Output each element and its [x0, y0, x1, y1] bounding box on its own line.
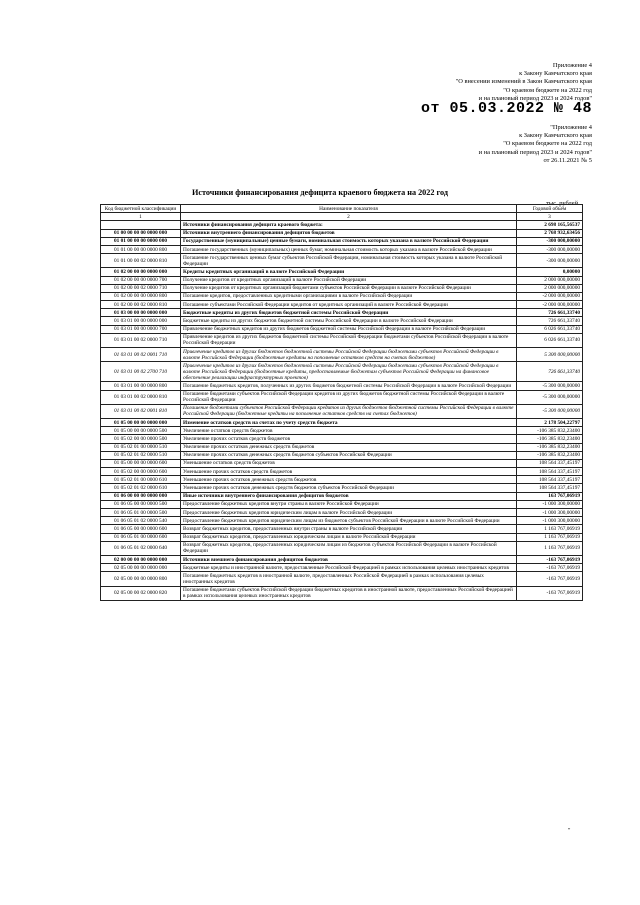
table-row — [101, 268, 583, 276]
row-amount: 726 661,33740 — [517, 317, 583, 325]
row-code: 01 02 00 00 00 0000 000 — [101, 268, 181, 276]
table-row — [101, 517, 583, 525]
page-mark: " — [568, 828, 571, 834]
table-row — [101, 254, 583, 268]
row-amount: 2 768 932,63456 — [517, 229, 583, 237]
row-amount: 726 661,33740 — [517, 362, 583, 382]
header-line: "О внесении изменений в Закон Камчатского края — [455, 78, 592, 86]
row-name: Кредиты кредитных организаций в валюте Российской Федерации — [181, 268, 517, 276]
row-name: Иные источники внутреннего финансирования дефицитов бюджетов — [181, 492, 517, 500]
row-amount: 0,00000 — [517, 268, 583, 276]
table-row — [101, 451, 583, 459]
row-amount: -1 000 300,00000 — [517, 509, 583, 517]
row-amount: -163 767,06919 — [517, 564, 583, 572]
row-code: 02 00 00 00 00 0000 000 — [101, 555, 181, 563]
table-row — [101, 245, 583, 253]
row-code: 01 06 05 01 02 0000 540 — [101, 517, 181, 525]
row-name: Увеличение прочих остатков средств бюджетов — [181, 435, 517, 443]
row-amount: -300 000,00000 — [517, 245, 583, 253]
row-name: Бюджетные кредиты из других бюджетов бюджетной системы Российской Федерации в валюте Российской Федерации — [181, 317, 517, 325]
row-name: Предоставление бюджетных кредитов юридическим лицам из бюджетов субъектов Российской Федерации в валюте Российской Федерации — [181, 517, 517, 525]
table-row — [101, 292, 583, 300]
row-code: 01 03 01 00 02 0000 810 — [101, 390, 181, 404]
row-name: Предоставление бюджетных кредитов юридическим лицам в валюте Российской Федерации — [181, 509, 517, 517]
row-name: Получение кредитов от кредитных организаций бюджетами субъектов Российской Федерации в валюте Российской Федерации — [181, 284, 517, 292]
header-line: Приложение 4 — [552, 62, 592, 69]
row-name: Изменение остатков средств на счетах по учету средств бюджета — [181, 418, 517, 426]
row-amount: 2 178 504,22797 — [517, 418, 583, 426]
row-name: Погашение бюджетами субъектов Российской Федерации бюджетных кредитов в иностранной валюте, предоставленных Российской Федерацией в рамках использования целевых иностранных кредитов — [181, 586, 517, 600]
row-amount: 1 163 767,06919 — [517, 533, 583, 541]
header-line: и на плановый период 2023 и 2024 годов" — [478, 148, 592, 156]
row-code: 01 06 05 01 02 0000 640 — [101, 541, 181, 555]
row-code: 01 06 00 00 00 0000 000 — [101, 492, 181, 500]
table-row — [101, 404, 583, 418]
row-amount: -2 000 000,00000 — [517, 292, 583, 300]
row-code: 01 03 01 00 02 0001 710 — [101, 348, 181, 362]
row-amount: 108 564 337,45197 — [517, 459, 583, 467]
header-line: "О краевом бюджете на 2022 год — [503, 140, 592, 148]
row-code: 01 01 00 00 02 0000 810 — [101, 254, 181, 268]
row-name: Привлечение кредитов из других бюджетов бюджетной системы Российской Федерации бюджетами субъектов Российской Федерации в валюте Российской Федерации (бюджетные кредиты на пополнение остатков средств на счетах бюджетов) — [181, 348, 517, 362]
row-code: 01 05 00 00 00 0000 600 — [101, 459, 181, 467]
row-name: Погашение бюджетных кредитов в иностранной валюте, предоставленных Российской Федерацией в рамках использования целевых иностранных кредитов — [181, 572, 517, 586]
row-code: 01 06 05 01 00 0000 600 — [101, 533, 181, 541]
row-amount: -163 767,06919 — [517, 555, 583, 563]
row-name: Предоставление бюджетных кредитов внутри страны в валюте Российской Федерации — [181, 500, 517, 508]
table-row — [101, 418, 583, 426]
row-amount: -163 767,06919 — [517, 586, 583, 600]
row-amount: -5 300 000,00000 — [517, 382, 583, 390]
row-code: 01 05 02 01 02 0000 610 — [101, 484, 181, 492]
row-code: 01 03 01 00 02 0001 810 — [101, 404, 181, 418]
row-code: 01 02 00 00 00 0000 700 — [101, 276, 181, 284]
row-name: Привлечение бюджетных кредитов из других бюджетов бюджетной системы Российской Федерации в валюте Российской Федерации — [181, 325, 517, 333]
row-name: Бюджетные кредиты и иностранной валюте, предоставленные Российской Федерацией в рамках использования целевых иностранных кредитов — [181, 564, 517, 572]
row-code: 01 03 01 00 00 0000 800 — [101, 382, 181, 390]
row-amount: 1 163 767,06919 — [517, 525, 583, 533]
row-name: Уменьшение прочих остатков средств бюджетов — [181, 468, 517, 476]
table-row — [101, 555, 583, 563]
row-amount: -1 000 300,00000 — [517, 517, 583, 525]
row-name: Увеличение прочих остатков денежных средств бюджетов — [181, 443, 517, 451]
row-code: 01 06 05 00 00 0000 600 — [101, 525, 181, 533]
table-row — [101, 533, 583, 541]
column-header-amount: Годовой объем — [517, 205, 583, 213]
row-code: 01 03 01 00 00 0000 000 — [101, 317, 181, 325]
table-row — [101, 237, 583, 245]
header-line: к Закону Камчатского края — [519, 132, 592, 140]
row-name: Возврат бюджетных кредитов, предоставленных юридическим лицам в валюте Российской Федерации — [181, 533, 517, 541]
row-name: Погашение государственных ценных бумаг субъектов Российской Федерации, номинальная стоимость которых указана в валюте Российской Федерации — [181, 254, 517, 268]
appendix-header-original — [479, 124, 592, 165]
document-title: Источники финансирования дефицита краевого бюджета на 2022 год — [191, 188, 449, 197]
row-name: Привлечение кредитов из других бюджетов бюджетной системы Российской Федерации бюджетами субъектов Российской Федерации в валюте Российской Федерации — [181, 333, 517, 347]
row-name: Увеличение прочих остатков денежных средств бюджетов субъектов Российской Федерации — [181, 451, 517, 459]
row-code: 01 01 00 00 00 0000 800 — [101, 245, 181, 253]
column-header-code: Код бюджетной классификации — [101, 205, 181, 213]
row-name: Источники внутреннего финансирования дефицитов бюджетов — [181, 229, 517, 237]
row-code: 01 02 00 00 00 0000 800 — [101, 292, 181, 300]
row-code: 01 05 02 00 00 0000 500 — [101, 435, 181, 443]
row-amount: -5 300 000,00000 — [517, 404, 583, 418]
row-name: Погашение кредитов, предоставленных кредитными организациями в валюте Российской Федерации — [181, 292, 517, 300]
row-code: 01 02 00 00 02 0000 710 — [101, 284, 181, 292]
table-row — [101, 484, 583, 492]
row-name: Погашение субъектами Российской Федерации кредитов от кредитных организаций в валюте Российской Федерации — [181, 301, 517, 309]
row-code: 01 02 00 00 02 0000 810 — [101, 301, 181, 309]
header-line: к Закону Камчатского края — [519, 70, 592, 78]
row-name: Погашение государственных (муниципальных) ценных бумаг, номинальная стоимость которых указана в валюте Российской Федерации — [181, 245, 517, 253]
row-code: 01 05 02 01 00 0000 610 — [101, 476, 181, 484]
row-amount: -106 385 832,23400 — [517, 451, 583, 459]
row-code: 01 05 02 00 00 0000 600 — [101, 468, 181, 476]
row-amount: 726 661,33740 — [517, 309, 583, 317]
table-row — [101, 276, 583, 284]
row-name: Уменьшение прочих остатков денежных средств бюджетов субъектов Российской Федерации — [181, 484, 517, 492]
header-line: "О краевом бюджете на 2022 год — [503, 86, 592, 94]
row-name: Погашение бюджетами субъектов Российской Федерации кредитов из других бюджетов бюджетной системы Российской Федерации в валюте Российской Федерации (бюджетные кредиты на пополнение остатков средств на счетах бюджетов) — [181, 404, 517, 418]
appendix-header-amendment — [421, 62, 592, 116]
table-row — [101, 348, 583, 362]
row-name: Государственные (муниципальные) ценные бумаги, номинальная стоимость которых указана в валюте Российской Федерации — [181, 237, 517, 245]
row-code: 01 03 01 00 02 0000 710 — [101, 333, 181, 347]
table-row — [101, 525, 583, 533]
row-amount: -5 300 000,00000 — [517, 390, 583, 404]
row-amount: -1 000 300,00000 — [517, 500, 583, 508]
header-line: "Приложение 4 — [550, 124, 592, 131]
row-amount: 6 026 661,33740 — [517, 325, 583, 333]
table-row — [101, 284, 583, 292]
table-row — [101, 509, 583, 517]
row-amount: 2 000 000,00000 — [517, 284, 583, 292]
row-amount: 2 000 000,00000 — [517, 276, 583, 284]
table-row — [101, 492, 583, 500]
row-amount: -300 000,00000 — [517, 237, 583, 245]
row-amount: -106 385 832,23400 — [517, 435, 583, 443]
table-row — [101, 221, 583, 229]
table-row — [101, 459, 583, 467]
table-row — [101, 390, 583, 404]
row-name: Источники финансирования дефицита краевого бюджета: — [181, 221, 517, 229]
table-row — [101, 564, 583, 572]
table-row — [101, 586, 583, 600]
row-code: 01 05 02 01 02 0000 510 — [101, 451, 181, 459]
row-name: Погашение бюджетами субъектов Российской Федерации кредитов из других бюджетов бюджетной системы Российской Федерации в валюте Российской Федерации — [181, 390, 517, 404]
header-line: от 26.11.2021 № 5 — [543, 156, 592, 164]
row-code: 01 06 05 00 00 0000 500 — [101, 500, 181, 508]
column-number: 1 — [101, 213, 181, 221]
row-code: 01 05 00 00 00 0000 000 — [101, 418, 181, 426]
row-code — [101, 221, 181, 229]
row-name: Привлечение кредитов из других бюджетов бюджетной системы Российской Федерации бюджетами субъектов Российской Федерации в валюте Российской Федерации (бюджетные кредиты, предоставляемые бюджетам субъектов Российской Федерации на финансовое обеспечение реализации инфраструктурных проектов) — [181, 362, 517, 382]
row-amount: 6 026 661,33740 — [517, 333, 583, 347]
table-row — [101, 317, 583, 325]
row-name: Бюджетные кредиты из других бюджетов бюджетной системы Российской Федерации — [181, 309, 517, 317]
row-name: Уменьшение остатков средств бюджетов — [181, 459, 517, 467]
date-number-stamp: от 05.03.2022 № 48 — [420, 100, 592, 118]
row-name: Источники внешнего финансирования дефицитов бюджетов — [181, 555, 517, 563]
table-row — [101, 325, 583, 333]
unit-label: тыс. рублей — [546, 200, 578, 207]
column-header-name: Наименование показателя — [181, 205, 517, 213]
table-row — [101, 468, 583, 476]
table-row — [101, 427, 583, 435]
table-row — [101, 572, 583, 586]
row-name: Возврат бюджетных кредитов, предоставленных внутри страны в валюте Российской Федерации — [181, 525, 517, 533]
row-amount: -2 000 000,00000 — [517, 301, 583, 309]
table-row — [101, 382, 583, 390]
row-code: 01 01 00 00 00 0000 000 — [101, 237, 181, 245]
row-name: Погашение бюджетных кредитов, полученных из других бюджетов бюджетной системы Российской Федерации в валюте Российской Федерации — [181, 382, 517, 390]
table-row — [101, 229, 583, 237]
financing-sources-table — [100, 204, 583, 601]
table-row — [101, 301, 583, 309]
row-amount: -106 385 832,23400 — [517, 427, 583, 435]
table-row — [101, 541, 583, 555]
row-code: 01 03 01 00 02 2700 710 — [101, 362, 181, 382]
row-code: 01 00 00 00 00 0000 000 — [101, 229, 181, 237]
column-number: 3 — [517, 213, 583, 221]
row-code: 02 05 00 00 00 0000 800 — [101, 572, 181, 586]
row-amount: 108 564 337,45197 — [517, 484, 583, 492]
table-row — [101, 309, 583, 317]
row-amount: 163 767,06919 — [517, 492, 583, 500]
row-code: 01 03 00 00 00 0000 000 — [101, 309, 181, 317]
row-amount: 2 698 165,56537 — [517, 221, 583, 229]
table-row — [101, 500, 583, 508]
row-name: Увеличение остатков средств бюджетов — [181, 427, 517, 435]
table-row — [101, 333, 583, 347]
table-row — [101, 435, 583, 443]
row-code: 01 05 02 01 00 0000 510 — [101, 443, 181, 451]
row-code: 01 06 05 01 00 0000 500 — [101, 509, 181, 517]
row-amount: -163 767,06919 — [517, 572, 583, 586]
row-amount: 108 564 337,45197 — [517, 468, 583, 476]
row-code: 01 03 01 00 00 0000 700 — [101, 325, 181, 333]
row-amount: -300 000,00000 — [517, 254, 583, 268]
table-row — [101, 443, 583, 451]
row-amount: 1 163 767,06919 — [517, 541, 583, 555]
table-row — [101, 476, 583, 484]
row-name: Уменьшение прочих остатков денежных средств бюджетов — [181, 476, 517, 484]
row-amount: 5 300 000,00000 — [517, 348, 583, 362]
table-row — [101, 362, 583, 382]
row-amount: -106 385 832,23400 — [517, 443, 583, 451]
row-code: 01 05 00 00 00 0000 500 — [101, 427, 181, 435]
row-name: Получение кредитов от кредитных организаций в валюте Российской Федерации — [181, 276, 517, 284]
row-code: 02 05 00 00 00 0000 000 — [101, 564, 181, 572]
row-name: Возврат бюджетных кредитов, предоставленных юридическим лицам из бюджетов субъектов Российской Федерации в валюте Российской Федерации — [181, 541, 517, 555]
row-amount: 108 564 337,45197 — [517, 476, 583, 484]
header-line: и на плановый период 2023 и 2024 годов" — [478, 94, 592, 102]
column-number: 2 — [181, 213, 517, 221]
row-code: 02 05 00 00 02 0000 820 — [101, 586, 181, 600]
